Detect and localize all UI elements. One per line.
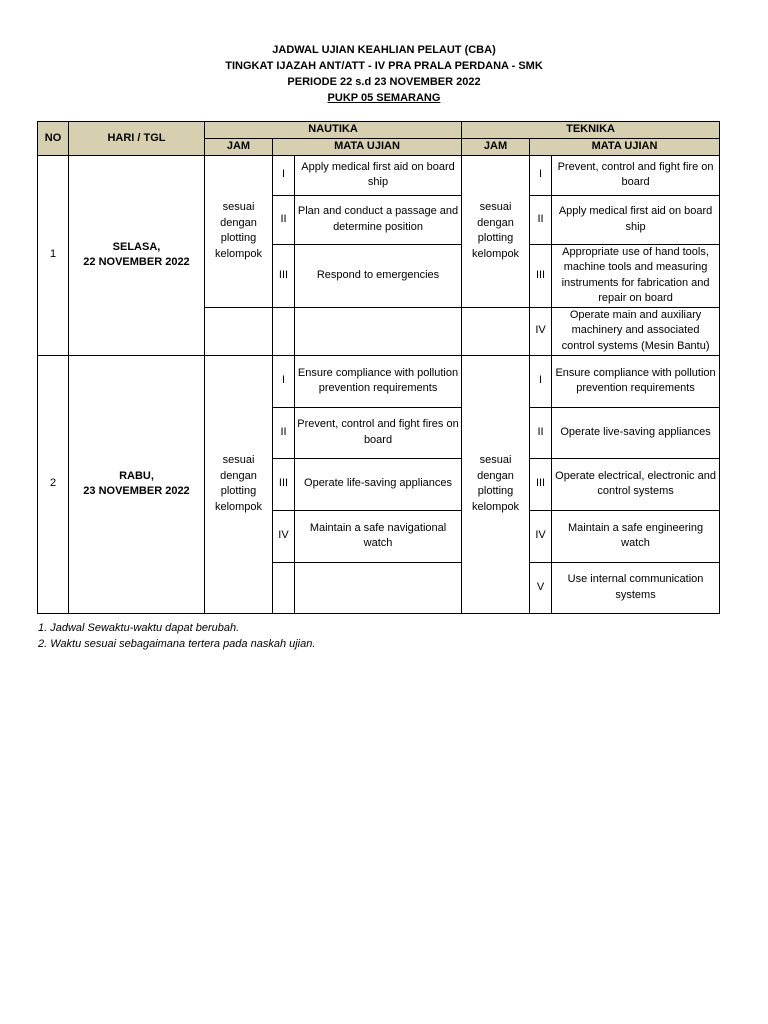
day1-nautika-subject-4	[295, 307, 462, 355]
day1-teknika-no-2: II	[530, 195, 552, 244]
header-level: TINGKAT IJAZAH ANT/ATT - IV PRA PRALA PERDANA - SMK	[225, 60, 543, 72]
day2-teknika-no-4: IV	[530, 510, 552, 562]
schedule-table	[37, 121, 720, 614]
document-header	[0, 42, 768, 106]
day2-teknika-no-2: II	[530, 407, 552, 458]
day1-teknika-subject-2: Apply medical first aid on board ship	[552, 195, 720, 244]
day2-teknika-subject-5: Use internal communication systems	[552, 562, 720, 613]
day2-teknika-subject-2: Operate live-saving appliances	[552, 407, 720, 458]
day2-nautika-no-1: I	[273, 355, 295, 407]
table-row	[38, 155, 720, 195]
day1-tgl: 22 NOVEMBER 2022	[83, 256, 190, 268]
day1-teknika-subject-1: Prevent, control and fight fire on board	[552, 155, 720, 195]
day2-nautika-no-2: II	[273, 407, 295, 458]
col-teknika-header: TEKNIKA	[462, 122, 720, 139]
day2-nautika-subject-3: Operate life-saving appliances	[295, 458, 462, 510]
day2-nautika-subject-1: Ensure compliance with pollution prevention requirements	[295, 355, 462, 407]
day2-teknika-jam: sesuai dengan plotting kelompok	[462, 355, 530, 613]
day2-teknika-subject-1: Ensure compliance with pollution prevention requirements	[552, 355, 720, 407]
day1-teknika-no-4: IV	[530, 307, 552, 355]
day1-nautika-subject-1: Apply medical first aid on board ship	[295, 155, 462, 195]
day2-nautika-jam: sesuai dengan plotting kelompok	[205, 355, 273, 613]
header-period: PERIODE 22 s.d 23 NOVEMBER 2022	[287, 76, 481, 88]
day1-teknika-no-1: I	[530, 155, 552, 195]
day2-date	[69, 355, 205, 613]
table-row	[38, 355, 720, 407]
day2-teknika-subject-4: Maintain a safe engineering watch	[552, 510, 720, 562]
day2-teknika-subject-3: Operate electrical, electronic and control systems	[552, 458, 720, 510]
day1-day: SELASA,	[112, 240, 161, 253]
day2-no: 2	[38, 355, 69, 613]
day1-nautika-no-4	[273, 307, 295, 355]
day2-nautika-no-4: IV	[273, 510, 295, 562]
footnote-1: 1. Jadwal Sewaktu-waktu dapat berubah.	[38, 622, 240, 634]
day2-teknika-no-1: I	[530, 355, 552, 407]
header-location: PUKP 05 SEMARANG	[327, 92, 441, 104]
col-no-header: NO	[38, 122, 69, 156]
day2-teknika-no-3: III	[530, 458, 552, 510]
day1-teknika-no-3: III	[530, 244, 552, 307]
day1-nautika-no-2: II	[273, 195, 295, 244]
day1-nautika-jam: sesuai dengan plotting kelompok	[205, 155, 273, 307]
day1-nautika-no-3: III	[273, 244, 295, 307]
col-nautika-mata-ujian-header: MATA UJIAN	[273, 139, 462, 156]
day1-teknika-subject-4: Operate main and auxiliary machinery and associated control systems (Mesin Bantu)	[552, 307, 720, 355]
header-title: JADWAL UJIAN KEAHLIAN PELAUT (CBA)	[272, 44, 496, 56]
footnotes	[38, 620, 315, 652]
day1-nautika-subject-3: Respond to emergencies	[295, 244, 462, 307]
col-nautika-header: NAUTIKA	[205, 122, 462, 139]
col-hari-header: HARI / TGL	[69, 122, 205, 156]
day2-nautika-subject-5	[295, 562, 462, 613]
col-nautika-jam-header: JAM	[205, 139, 273, 156]
day2-teknika-no-5: V	[530, 562, 552, 613]
footnote-2: 2. Waktu sesuai sebagaimana tertera pada naskah ujian.	[38, 638, 316, 650]
day2-nautika-no-3: III	[273, 458, 295, 510]
col-teknika-mata-ujian-header: MATA UJIAN	[530, 139, 720, 156]
day1-nautika-no-1: I	[273, 155, 295, 195]
day2-nautika-no-5	[273, 562, 295, 613]
day1-nautika-subject-2: Plan and conduct a passage and determine position	[295, 195, 462, 244]
day1-teknika-subject-3: Appropriate use of hand tools, machine tools and measuring instruments for fabrication and repair on board	[552, 244, 720, 307]
day1-teknika-jam: sesuai dengan plotting kelompok	[462, 155, 530, 307]
day1-teknika-jam-tail	[462, 307, 530, 355]
day2-day: RABU,	[119, 469, 154, 482]
col-teknika-jam-header: JAM	[462, 139, 530, 156]
day1-nautika-jam-tail	[205, 307, 273, 355]
day2-tgl: 23 NOVEMBER 2022	[83, 485, 190, 497]
day1-date	[69, 155, 205, 355]
day2-nautika-subject-4: Maintain a safe navigational watch	[295, 510, 462, 562]
day1-no: 1	[38, 155, 69, 355]
day2-nautika-subject-2: Prevent, control and fight fires on board	[295, 407, 462, 458]
